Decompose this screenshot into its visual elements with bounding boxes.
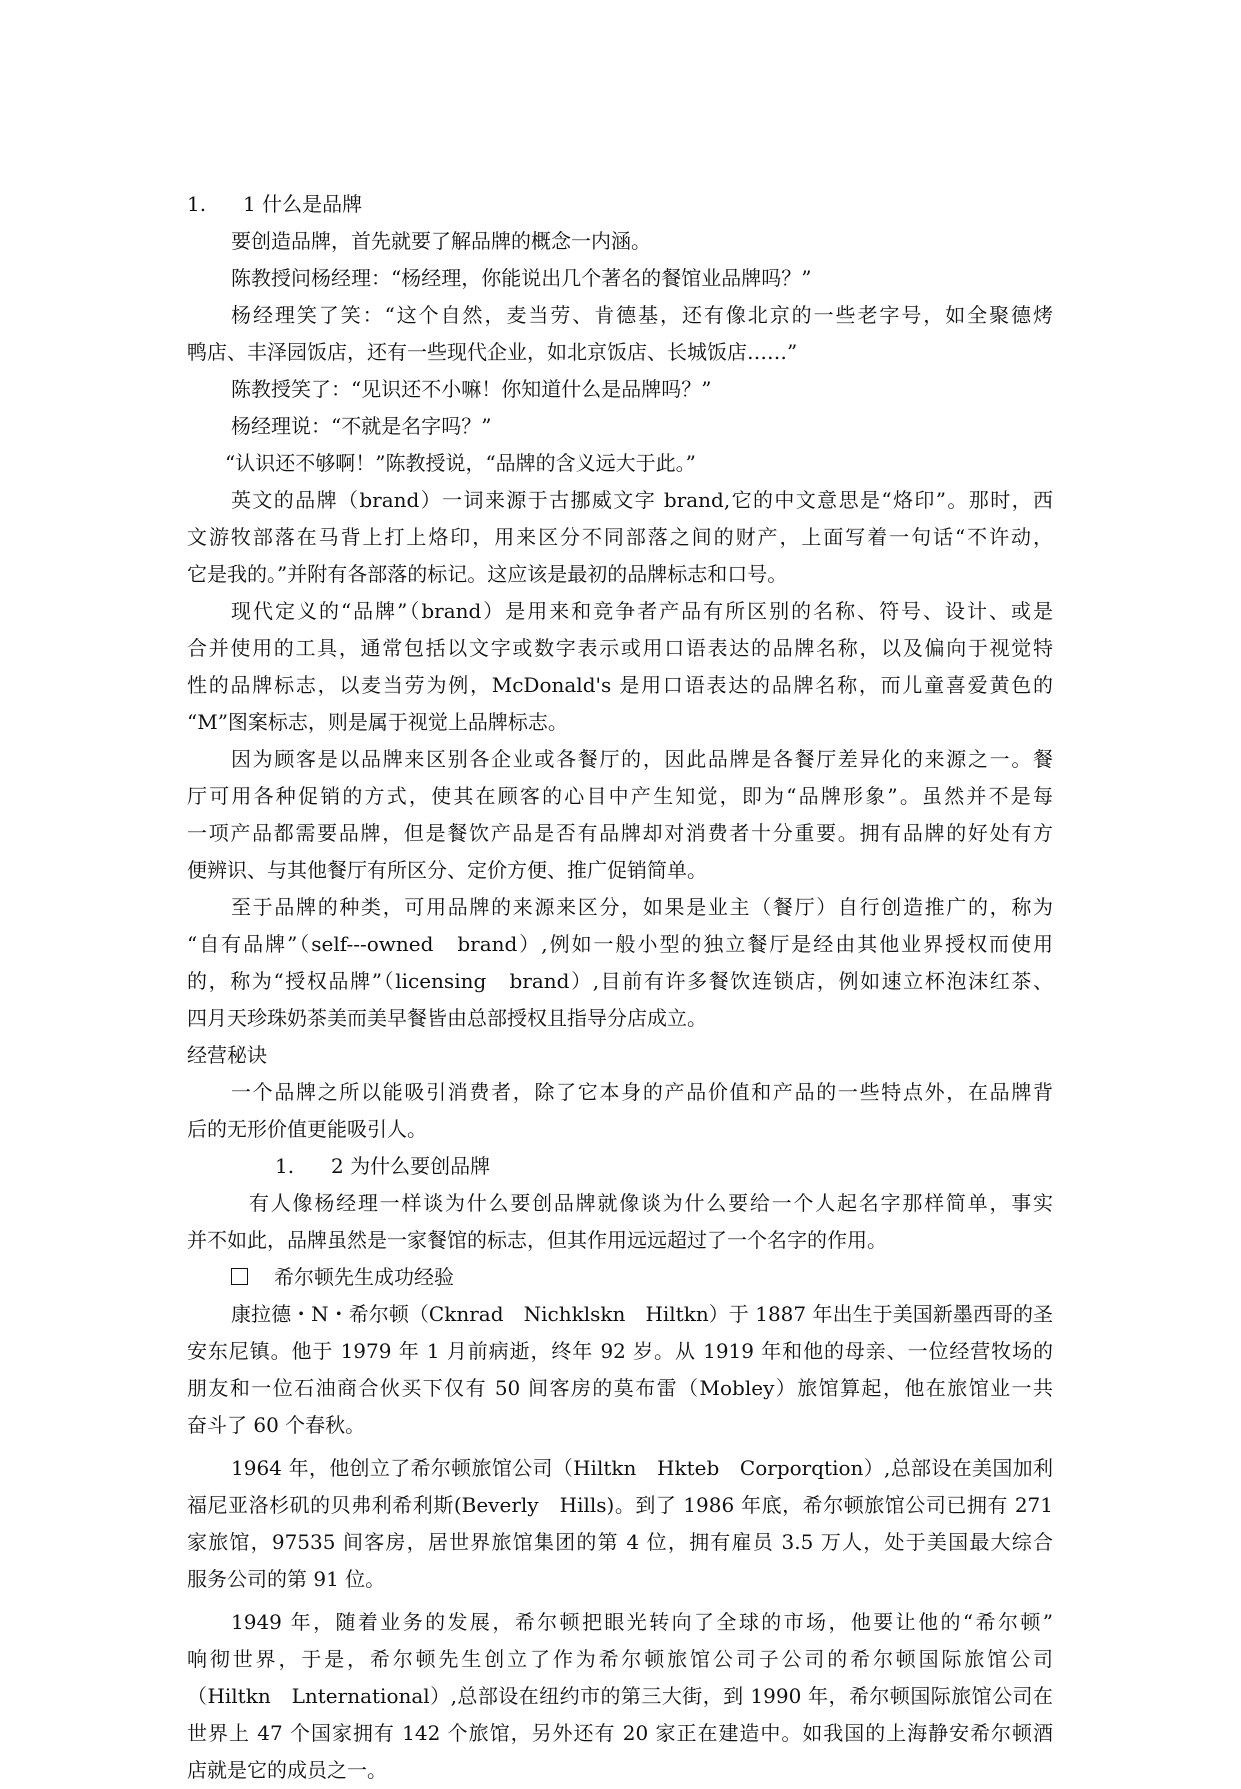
paragraph-line: 鸭店、丰泽园饭店，还有一些现代企业，如北京饭店、长城饭店……” [187, 340, 798, 364]
document-page [187, 186, 1053, 1789]
paragraph-line: 有人像杨经理一样谈为什么要创品牌就像谈为什么要给一个人起名字那样简单，事实 [249, 1191, 1053, 1215]
paragraph-line: 因为顾客是以品牌来区别各企业或各餐厅的，因此品牌是各餐厅差异化的来源之一。餐 [231, 747, 1053, 771]
paragraph-line: 服务公司的第 91 位。 [187, 1567, 386, 1591]
paragraph-line: 杨经理笑了笑：“这个自然，麦当劳、肯德基，还有像北京的一些老字号，如全聚德烤 [231, 303, 1053, 327]
section-number: 1. [275, 1154, 295, 1178]
paragraph-line: 1964 年，他创立了希尔顿旅馆公司（Hiltkn Hkteb Corporqtion）,总部设在美国加利 [231, 1456, 1053, 1480]
paragraph-line: 康拉德・N・希尔顿（Cknrad Nichklskn Hiltkn）于 1887 年出生于美国新墨西哥的圣 [231, 1302, 1053, 1326]
checkbox-icon [231, 1268, 248, 1285]
section-title: 1 什么是品牌 [243, 192, 363, 216]
paragraph-line: 合并使用的工具，通常包括以文字或数字表示或用口语表达的品牌名称，以及偏向于视觉特 [187, 636, 1053, 660]
paragraph-line: 福尼亚洛杉矶的贝弗利希利斯(Beverly Hills)。到了 1986 年底，希尔顿旅馆公司已拥有 271 [187, 1493, 1053, 1517]
paragraph-line: 后的无形价值更能吸引人。 [187, 1117, 427, 1141]
paragraph-line: 世界上 47 个国家拥有 142 个旅馆，另外还有 20 家正在建造中。如我国的上海静安希尔顿酒 [187, 1721, 1053, 1745]
paragraph-line: 的，称为“授权品牌”（licensing brand）,目前有许多餐饮连锁店，例如速立杯泡沫红茶、 [187, 969, 1053, 993]
paragraph-line: 一项产品都需要品牌，但是餐饮产品是否有品牌却对消费者十分重要。拥有品牌的好处有方 [187, 821, 1053, 845]
paragraph-line: 它是我的。”并附有各部落的标记。这应该是最初的品牌标志和口号。 [187, 562, 788, 586]
section-title: 2 为什么要创品牌 [331, 1154, 491, 1178]
paragraph-line: 文游牧部落在马背上打上烙印，用来区分不同部落之间的财产，上面写着一句话“不许动， [187, 525, 1053, 549]
paragraph-line: 奋斗了 60 个春秋。 [187, 1413, 366, 1437]
section-number: 1. [187, 192, 207, 216]
paragraph-line: 性的品牌标志，以麦当劳为例，McDonald's 是用口语表达的品牌名称，而儿童喜爱黄色的 [187, 673, 1053, 697]
box-label-row [187, 1259, 1053, 1296]
paragraph-line: 朋友和一位石油商合伙买下仅有 50 间客房的莫布雷（Mobley）旅馆算起，他在旅馆业一共 [187, 1376, 1053, 1400]
paragraph-line: 厅可用各种促销的方式，使其在顾客的心目中产生知觉，即为“品牌形象”。虽然并不是每 [187, 784, 1053, 808]
paragraph-line: 安东尼镇。他于 1979 年 1 月前病逝，终年 92 岁。从 1919 年和他的母亲、一位经营牧场的 [187, 1339, 1053, 1363]
paragraph-line: 要创造品牌，首先就要了解品牌的概念一内涵。 [231, 229, 651, 253]
paragraph-line: 家旅馆，97535 间客房，居世界旅馆集团的第 4 位，拥有雇员 3.5 万人，处于美国最大综合 [187, 1530, 1053, 1554]
box-label: 希尔顿先生成功经验 [274, 1265, 454, 1289]
section-heading-2 [187, 1148, 1053, 1185]
paragraph-line: 四月天珍珠奶茶美而美早餐皆由总部授权且指导分店成立。 [187, 1006, 707, 1030]
paragraph-line: “自有品牌”（self---owned brand）,例如一般小型的独立餐厅是经由其他业界授权而使用 [187, 932, 1053, 956]
paragraph-line: 一个品牌之所以能吸引消费者，除了它本身的产品价值和产品的一些特点外，在品牌背 [231, 1080, 1053, 1104]
paragraph-line: 英文的品牌（brand）一词来源于古挪威文字 brand,它的中文意思是“烙印”。那时，西 [231, 488, 1053, 512]
paragraph-line: （Hiltkn Lnternational）,总部设在纽约市的第三大街，到 1990 年，希尔顿国际旅馆公司在 [187, 1684, 1053, 1708]
section-heading-1 [187, 186, 1053, 223]
paragraph-line: “认识还不够啊！”陈教授说，“品牌的含义远大于此。” [225, 451, 696, 475]
paragraph-line: 并不如此，品牌虽然是一家餐馆的标志，但其作用远远超过了一个名字的作用。 [187, 1228, 887, 1252]
paragraph-line: “M”图案标志，则是属于视觉上品牌标志。 [187, 710, 568, 734]
paragraph-line: 杨经理说：“不就是名字吗？” [231, 414, 492, 438]
paragraph-line: 至于品牌的种类，可用品牌的来源来区分，如果是业主（餐厅）自行创造推广的，称为 [231, 895, 1053, 919]
paragraph-line: 响彻世界，于是，希尔顿先生创立了作为希尔顿旅馆公司子公司的希尔顿国际旅馆公司 [187, 1647, 1053, 1671]
paragraph-line: 现代定义的“品牌”（brand）是用来和竞争者产品有所区别的名称、符号、设计、或是 [231, 599, 1053, 623]
paragraph-line: 陈教授问杨经理：“杨经理，你能说出几个著名的餐馆业品牌吗？” [231, 266, 812, 290]
paragraph-line: 店就是它的成员之一。 [187, 1758, 387, 1782]
secret-label: 经营秘诀 [187, 1043, 267, 1067]
paragraph-line: 陈教授笑了：“见识还不小嘛！你知道什么是品牌吗？” [231, 377, 712, 401]
paragraph-line: 1949 年，随着业务的发展，希尔顿把眼光转向了全球的市场，他要让他的“希尔顿” [231, 1610, 1053, 1634]
paragraph-line: 便辨识、与其他餐厅有所区分、定价方便、推广促销简单。 [187, 858, 707, 882]
